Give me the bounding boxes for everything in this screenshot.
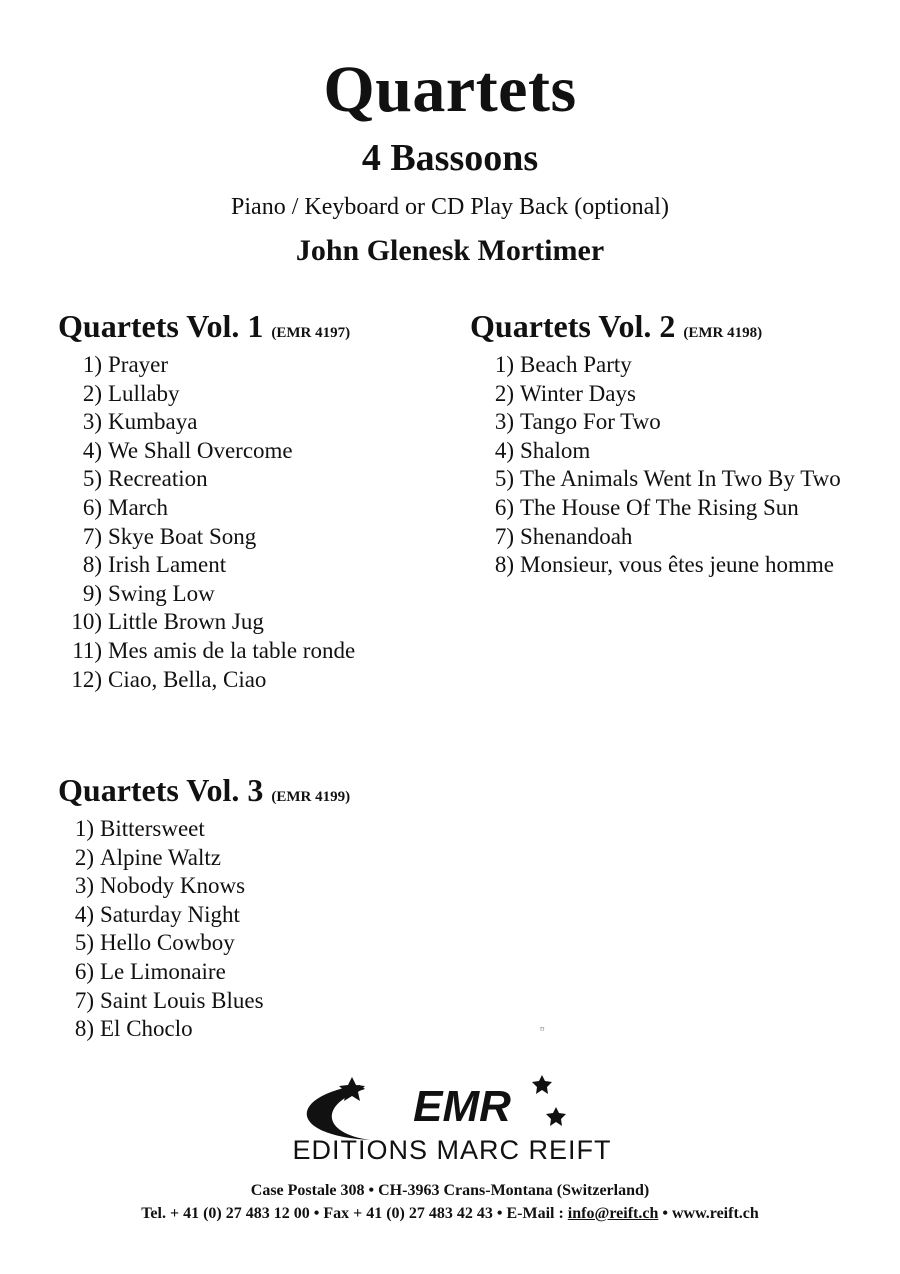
track-item: [58, 494, 355, 523]
track-item: [58, 987, 350, 1016]
track-number: 9): [82, 580, 102, 606]
track-number: 2): [74, 844, 94, 870]
email-link[interactable]: info@reift.ch: [567, 1205, 659, 1222]
publisher-contact: [0, 1205, 900, 1223]
track-number: 8): [74, 1016, 94, 1042]
track-number: 7): [74, 987, 94, 1013]
track-item: [58, 815, 350, 844]
track-title: Le Limonaire: [100, 958, 226, 984]
catalog-code: (EMR 4199): [271, 789, 351, 805]
track-title: The Animals Went In Two By Two: [520, 466, 841, 492]
track-number: 6): [74, 958, 94, 984]
page-title: Quartets: [323, 53, 577, 126]
track-title: Beach Party: [520, 352, 632, 377]
track-title: Winter Days: [520, 380, 636, 406]
track-item: [470, 551, 841, 580]
catalog-code: (EMR 4197): [271, 325, 351, 341]
track-item: [58, 580, 355, 609]
track-item: [58, 551, 355, 580]
track-title: Mes amis de la table ronde: [108, 637, 356, 663]
volume-2: [470, 308, 841, 580]
catalog-code: (EMR 4198): [683, 325, 763, 341]
track-number: 6): [82, 494, 102, 520]
track-item: [470, 437, 841, 466]
track-title: Shenandoah: [520, 523, 633, 549]
track-number: 6): [494, 494, 514, 520]
track-item: [58, 408, 355, 437]
track-number: 7): [82, 523, 102, 549]
volume-3: [58, 772, 350, 1044]
track-title: Tango For Two: [520, 409, 661, 435]
track-number: 1): [74, 816, 94, 841]
track-item: [58, 901, 350, 930]
track-item: [58, 844, 350, 873]
track-item: [58, 1015, 350, 1044]
track-item: [58, 666, 355, 695]
track-title: Nobody Knows: [100, 873, 246, 899]
publisher-name: EDITIONS MARC REIFT: [292, 1135, 612, 1165]
track-item: [58, 929, 350, 958]
contact-phone-fax: Tel. + 41 (0) 27 483 12 00 • Fax + 41 (0) 27 483 42 43 • E-Mail :: [141, 1205, 568, 1222]
track-title: Little Brown Jug: [108, 609, 264, 635]
track-list: [58, 351, 355, 694]
track-item: [58, 465, 355, 494]
track-title: Recreation: [108, 466, 208, 492]
track-title: Shalom: [520, 437, 591, 463]
track-number: 4): [74, 901, 94, 927]
star-icon: [546, 1107, 566, 1126]
track-item: [470, 380, 841, 409]
scan-mark-icon: ᶷ: [540, 1024, 545, 1039]
volume-heading: [470, 308, 841, 345]
emr-logo: [0, 1065, 900, 1165]
track-number: 8): [82, 552, 102, 578]
track-number: 3): [494, 409, 514, 435]
track-title: El Choclo: [100, 1016, 193, 1042]
track-title: Lullaby: [108, 380, 180, 406]
track-number: 5): [494, 466, 514, 492]
track-number: 3): [74, 873, 94, 899]
track-item: [470, 465, 841, 494]
website-link[interactable]: • www.reift.ch: [658, 1205, 759, 1222]
volume-title: Quartets Vol. 2: [470, 308, 676, 344]
track-number: 5): [74, 930, 94, 956]
track-number: 5): [82, 466, 102, 492]
track-item: [58, 872, 350, 901]
track-number: 2): [82, 380, 102, 406]
track-list: [58, 815, 350, 1044]
track-title: Ciao, Bella, Ciao: [108, 666, 267, 692]
track-item: [58, 637, 355, 666]
track-title: Swing Low: [108, 580, 215, 606]
accompaniment-note: Piano / Keyboard or CD Play Back (optional): [231, 194, 669, 220]
track-number: 7): [494, 523, 514, 549]
logo-swoosh: [307, 1085, 370, 1140]
logo-text: EMR: [413, 1082, 511, 1131]
track-number: 4): [494, 437, 514, 463]
volume-title: Quartets Vol. 3: [58, 772, 264, 808]
track-title: Alpine Waltz: [100, 844, 221, 870]
track-number: 1): [82, 352, 102, 377]
track-title: Irish Lament: [108, 552, 227, 578]
track-title: The House Of The Rising Sun: [520, 494, 799, 520]
track-item: [470, 523, 841, 552]
track-number: 11): [72, 637, 102, 663]
track-number: 8): [494, 552, 514, 578]
volume-title: Quartets Vol. 1: [58, 308, 264, 344]
track-number: 12): [71, 666, 102, 692]
track-item: [470, 408, 841, 437]
track-title: Saint Louis Blues: [100, 987, 264, 1013]
track-title: We Shall Overcome: [108, 437, 293, 463]
track-number: 2): [494, 380, 514, 406]
star-icon: [532, 1075, 552, 1094]
track-item: [470, 494, 841, 523]
instrumentation-title: 4 Bassoons: [361, 137, 539, 179]
track-list: [470, 351, 841, 580]
track-title: Hello Cowboy: [100, 930, 235, 956]
track-title: Skye Boat Song: [108, 523, 257, 549]
volume-heading: [58, 772, 350, 809]
track-item: [58, 958, 350, 987]
track-title: Kumbaya: [108, 409, 198, 435]
track-item: [58, 523, 355, 552]
composer-name: John Glenesk Mortimer: [295, 234, 605, 267]
track-item: [470, 351, 841, 380]
track-title: Prayer: [108, 352, 169, 377]
volume-heading: [58, 308, 355, 345]
track-title: Monsieur, vous êtes jeune homme: [520, 552, 834, 578]
track-number: 1): [494, 352, 514, 377]
track-item: [58, 608, 355, 637]
track-item: [58, 380, 355, 409]
track-title: March: [108, 494, 169, 520]
track-number: 4): [82, 437, 102, 463]
track-item: [58, 437, 355, 466]
publisher-address: Case Postale 308 • CH-3963 Crans-Montana (Switzerland): [250, 1182, 650, 1199]
track-number: 10): [71, 609, 102, 635]
volume-1: [58, 308, 355, 694]
track-item: [58, 351, 355, 380]
track-number: 3): [82, 409, 102, 435]
track-title: Saturday Night: [100, 901, 240, 927]
track-title: Bittersweet: [100, 816, 205, 841]
